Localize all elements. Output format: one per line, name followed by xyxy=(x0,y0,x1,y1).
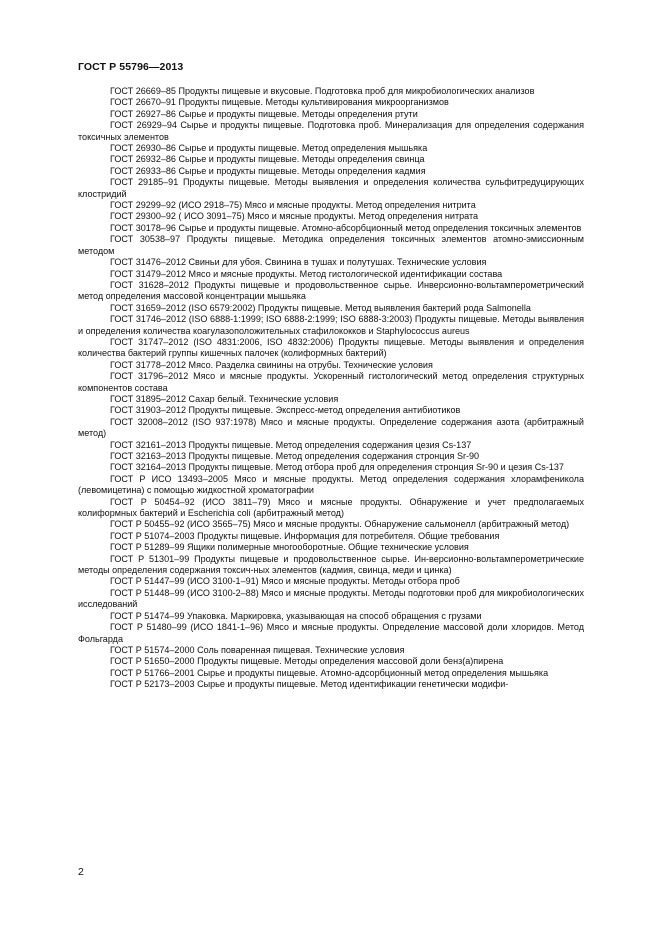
reference-entry: ГОСТ 26932–86 Сырье и продукты пищевые. Методы определения свинца xyxy=(110,154,425,165)
reference-entry: ГОСТ Р 51289–99 Ящики полимерные многооборотные. Общие технические условия xyxy=(110,542,469,553)
reference-entry: ГОСТ 32161–2013 Продукты пищевые. Метод определения содержания цезия Cs-137 xyxy=(110,439,472,450)
reference-entry: ГОСТ 31628–2012 Продукты пищевые и продовольственное сырье. Инверсионно-вольтамперометрический метод определения массовой концентрации мышьяка xyxy=(78,279,584,302)
reference-entry: ГОСТ 26670–91 Продукты пищевые. Методы культивирования микроорганизмов xyxy=(110,97,449,108)
reference-entry: ГОСТ 31747–2012 (ISO 4831:2006, ISO 4832:2006) Продукты пищевые. Методы выявления и определения количества бактерий группы кишечных палочек (колиформных бактерий) xyxy=(78,336,584,359)
reference-entry: ГОСТ 31778–2012 Мясо. Разделка свинины на отрубы. Технические условия xyxy=(110,359,433,370)
reference-entry: ГОСТ 29185–91 Продукты пищевые. Методы выявления и определения количества сульфитредуцирующих клостридий xyxy=(78,177,584,199)
reference-entry: ГОСТ Р 51447–99 (ИСО 3100-1–91) Мясо и мясные продукты. Методы отбора проб xyxy=(110,576,460,587)
reference-entry: ГОСТ 26669–85 Продукты пищевые и вкусовые. Подготовка проб для микробиологических анализов xyxy=(110,86,535,96)
reference-entry: ГОСТ 31479–2012 Мясо и мясные продукты. Метод гистологической идентификации состава xyxy=(110,268,503,279)
reference-entry: ГОСТ Р 51480–99 (ИСО 1841-1–96) Мясо и мясные продукты. Определение массовой доли хлоридов. Метод Фольгарда xyxy=(78,622,584,644)
reference-entry: ГОСТ 31903–2012 Продукты пищевые. Экспресс-метод определения антибиотиков xyxy=(110,405,461,416)
reference-entry: ГОСТ 31476–2012 Свиньи для убоя. Свинина в тушах и полутушах. Технические условия xyxy=(110,257,487,268)
reference-entry: ГОСТ Р 52173–2003 Сырье и продукты пищевые. Метод идентификации генетически модифи- xyxy=(110,679,509,690)
reference-entry: ГОСТ 26929–94 Сырье и продукты пищевые. Подготовка проб. Минерализация для определения содержания токсичных элементов xyxy=(78,120,584,142)
reference-entry: ГОСТ 26930–86 Сырье и продукты пищевые. Метод определения мышьяка xyxy=(110,143,428,154)
reference-entry: ГОСТ Р 51448–99 (ИСО 3100-2–88) Мясо и мясные продукты. Методы подготовки проб для микробиологических исследований xyxy=(78,587,584,610)
reference-entry: ГОСТ Р 51074–2003 Продукты пищевые. Информация для потребителя. Общие требования xyxy=(110,530,500,541)
reference-entry: ГОСТ Р 50455–92 (ИСО 3565–75) Мясо и мясные продукты. Обнаружение сальмонелл (арбитражный метод) xyxy=(110,519,570,530)
reference-entry: ГОСТ Р 50454–92 (ИСО 3811–79) Мясо и мясные продукты. Обнаружение и учет предполагаемых колиформных бактерий и Escherichia coli (арбитражный метод) xyxy=(78,496,584,519)
reference-entry: ГОСТ 29300–92 ( ИСО 3091–75) Мясо и мясные продукты. Метод определения нитрата xyxy=(110,211,479,222)
reference-entry: ГОСТ 30538–97 Продукты пищевые. Методика определения токсичных элементов атомно-эмиссионным методом xyxy=(78,234,584,256)
page-number: 2 xyxy=(78,866,84,878)
reference-entry: ГОСТ 32163–2013 Продукты пищевые. Метод определения содержания стронция Sr-90 xyxy=(110,451,480,461)
reference-entry: ГОСТ Р 51766–2001 Сырье и продукты пищевые. Атомно-адсорбционный метод определения мышьяка xyxy=(110,667,549,678)
reference-entry: ГОСТ 26933–86 Сырье и продукты пищевые. Методы определения кадмия xyxy=(110,165,426,176)
reference-entry: ГОСТ Р 51574–2000 Соль поваренная пищевая. Технические условия xyxy=(110,644,405,655)
reference-entry: ГОСТ Р 51301–99 Продукты пищевые и продовольственное сырье. Ин-версионно-вольтамперометрические методы определения содержания токсич-ных элементов (кадмия, свинца, меди и цинка) xyxy=(78,553,584,576)
normative-references-list xyxy=(78,86,584,691)
reference-entry: ГОСТ 30178–96 Сырье и продукты пищевые. Атомно-абсорбционный метод определения токсичных элементов xyxy=(110,222,582,233)
reference-entry: ГОСТ 32164–2013 Продукты пищевые. Метод отбора проб для определения стронция Sr-90 и цезия Cs-137 xyxy=(110,462,564,473)
reference-entry: ГОСТ Р ИСО 13493–2005 Мясо и мясные продукты. Метод определения содержания хлорамфеникола (левомицетина) с помощью жидкостной хроматографии xyxy=(78,473,584,496)
reference-entry: ГОСТ 31746–2012 (ISO 6888-1:1999; ISO 6888-2:1999; ISO 6888-3:2003) Продукты пищевые. Методы выявления и определения количества коагулазоположительных стафилококков и Staphylococcus aureus xyxy=(78,314,584,336)
reference-entry: ГОСТ 29299–92 (ИСО 2918–75) Мясо и мясные продукты. Метод определения нитрита xyxy=(110,200,476,211)
reference-entry: ГОСТ 26927–86 Сырье и продукты пищевые. Методы определения ртути xyxy=(110,108,418,119)
reference-entry: ГОСТ 31895–2012 Сахар белый. Технические условия xyxy=(110,393,339,404)
reference-entry: ГОСТ 31659–2012 (ISO 6579:2002) Продукты пищевые. Метод выявления бактерий рода Salmonella xyxy=(110,302,531,313)
standard-header: ГОСТ Р 55796—2013 xyxy=(78,61,184,73)
reference-entry: ГОСТ Р 51650–2000 Продукты пищевые. Методы определения массовой доли бенз(а)пирена xyxy=(110,656,504,667)
reference-entry: ГОСТ 31796–2012 Мясо и мясные продукты. Ускоренный гистологический метод определения структурных компонентов состава xyxy=(78,371,584,393)
reference-entry: ГОСТ Р 51474–99 Упаковка. Маркировка, указывающая на способ обращения с грузами xyxy=(110,610,482,621)
reference-entry: ГОСТ 32008–2012 (ISO 937:1978) Мясо и мясные продукты. Определение содержания азота (арбитражный метод) xyxy=(78,416,584,439)
